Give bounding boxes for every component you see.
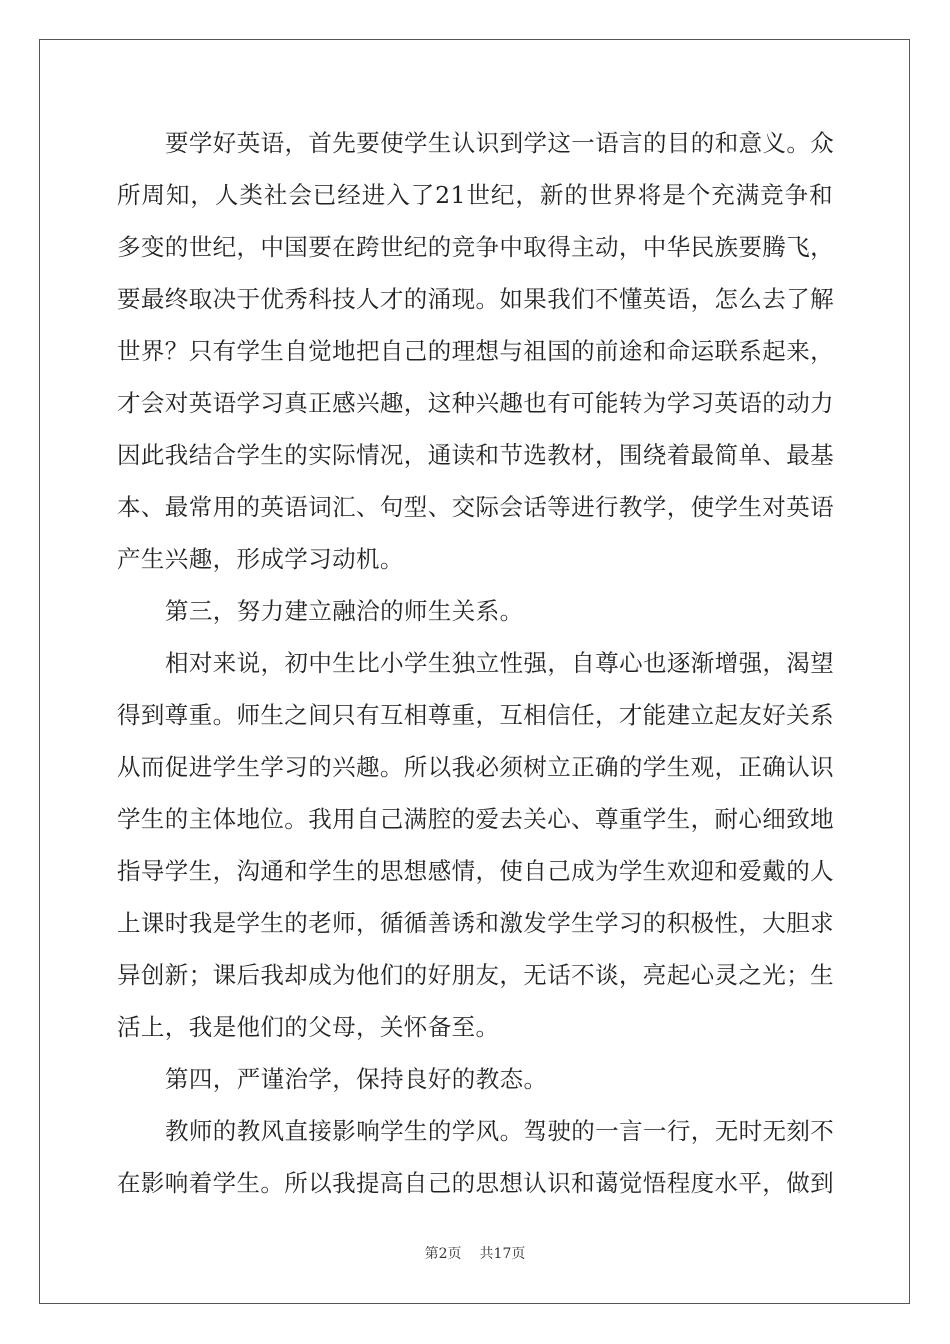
page-total: 共17页 bbox=[479, 1246, 526, 1262]
text-line: 才会对英语学习真正感兴趣，这种兴趣也有可能转为学习英语的动力 bbox=[117, 389, 834, 417]
text-line: 相对来说，初中生比小学生独立性强，自尊心也逐渐增强，渴望 bbox=[165, 649, 835, 677]
text-line: 产生兴趣，形成学习动机。 bbox=[117, 545, 404, 573]
text-line: 教师的教风直接影响学生的学风。驾驶的一言一行，无时无刻不 bbox=[165, 1117, 835, 1145]
text-line: 学生的主体地位。我用自己满腔的爱去关心、尊重学生，耐心细致地 bbox=[117, 805, 834, 833]
text-line: 活上，我是他们的父母，关怀备至。 bbox=[117, 1013, 500, 1041]
text-line: 上课时我是学生的老师，循循善诱和激发学生学习的积极性，大胆求 bbox=[117, 909, 834, 937]
section-heading: 第四，严谨治学，保持良好的教态。 bbox=[165, 1065, 548, 1093]
page-footer bbox=[0, 1243, 950, 1263]
text-line: 因此我结合学生的实际情况，通读和节选教材，围绕着最简单、最基 bbox=[117, 441, 834, 469]
text-line: 所周知，人类社会已经进入了21世纪，新的世界将是个充满竞争和 bbox=[117, 181, 833, 209]
page-number: 第2页 bbox=[424, 1246, 462, 1262]
text-line: 本、最常用的英语词汇、句型、交际会话等进行教学，使学生对英语 bbox=[117, 493, 834, 521]
text-line: 得到尊重。师生之间只有互相尊重，互相信任，才能建立起友好关系 bbox=[117, 701, 834, 729]
text-line: 要学好英语，首先要使学生认识到学这一语言的目的和意义。众 bbox=[165, 129, 835, 157]
text-line: 异创新；课后我却成为他们的好朋友，无话不谈，亮起心灵之光；生 bbox=[117, 961, 834, 989]
text-line: 要最终取决于优秀科技人才的涌现。如果我们不懂英语，怎么去了解 bbox=[117, 285, 834, 313]
text-line: 在影响着学生。所以我提高自己的思想认识和蔼觉悟程度水平，做到 bbox=[117, 1169, 834, 1197]
section-heading: 第三，努力建立融洽的师生关系。 bbox=[165, 597, 524, 625]
text-line: 从而促进学生学习的兴趣。所以我必须树立正确的学生观，正确认识 bbox=[117, 753, 834, 781]
text-line: 多变的世纪，中国要在跨世纪的竞争中取得主动，中华民族要腾飞， bbox=[117, 233, 834, 261]
text-line: 世界？只有学生自觉地把自己的理想与祖国的前途和命运联系起来， bbox=[117, 337, 834, 365]
text-line: 指导学生，沟通和学生的思想感情，使自己成为学生欢迎和爱戴的人 bbox=[117, 857, 834, 885]
